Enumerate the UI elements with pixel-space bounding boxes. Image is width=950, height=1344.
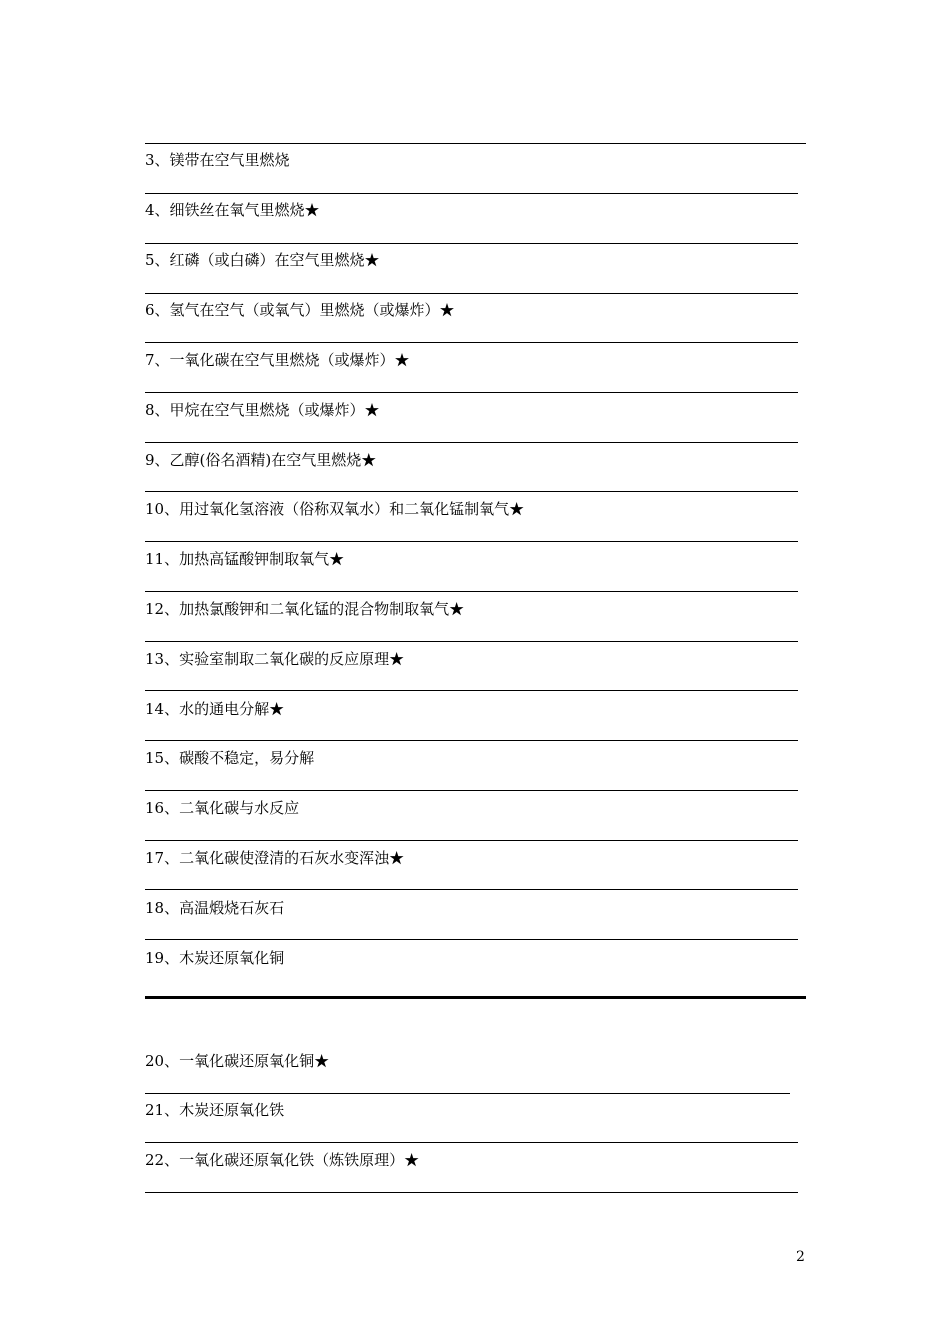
question-item: 22、一氧化碳还原氧化铁（炼铁原理）★	[145, 1151, 420, 1169]
answer-line	[145, 491, 798, 492]
question-item: 6、氢气在空气（或氧气）里燃烧（或爆炸）★	[145, 301, 455, 319]
answer-line	[145, 840, 798, 841]
answer-line	[145, 591, 798, 592]
answer-line	[145, 342, 798, 343]
answer-line	[145, 1093, 790, 1094]
answer-line	[145, 939, 798, 940]
question-item: 20、一氧化碳还原氧化铜★	[145, 1052, 330, 1070]
answer-line	[145, 243, 798, 244]
answer-line	[145, 293, 798, 294]
answer-line	[145, 541, 798, 542]
question-item: 7、一氧化碳在空气里燃烧（或爆炸）★	[145, 351, 410, 369]
answer-line	[145, 790, 798, 791]
answer-line	[145, 1192, 798, 1193]
question-item: 19、木炭还原氧化铜	[145, 949, 285, 967]
question-item: 12、加热氯酸钾和二氧化锰的混合物制取氧气★	[145, 600, 465, 618]
question-item: 9、乙醇(俗名酒精)在空气里燃烧★	[145, 451, 377, 469]
answer-line	[145, 392, 798, 393]
answer-line	[145, 1142, 798, 1143]
question-item: 21、木炭还原氧化铁	[145, 1101, 285, 1119]
question-item: 5、红磷（或白磷）在空气里燃烧★	[145, 251, 380, 269]
question-item: 11、加热高锰酸钾制取氧气★	[145, 550, 345, 568]
question-item: 13、实验室制取二氧化碳的反应原理★	[145, 650, 405, 668]
answer-line	[145, 641, 798, 642]
question-item: 8、甲烷在空气里燃烧（或爆炸）★	[145, 401, 380, 419]
question-item: 10、用过氧化氢溶液（俗称双氧水）和二氧化锰制氧气★	[145, 500, 525, 518]
question-item: 3、镁带在空气里燃烧	[145, 151, 290, 169]
answer-line	[145, 193, 798, 194]
question-item: 16、二氧化碳与水反应	[145, 799, 300, 817]
section-divider	[145, 996, 806, 999]
answer-line	[145, 740, 798, 741]
answer-line	[145, 442, 798, 443]
question-item: 17、二氧化碳使澄清的石灰水变浑浊★	[145, 849, 405, 867]
question-item: 18、高温煅烧石灰石	[145, 899, 285, 917]
question-item: 14、水的通电分解★	[145, 700, 285, 718]
question-item: 15、碳酸不稳定，易分解	[145, 749, 315, 767]
answer-line	[145, 690, 798, 691]
answer-line	[145, 889, 798, 890]
question-item: 4、细铁丝在氧气里燃烧★	[145, 201, 320, 219]
answer-line	[145, 143, 806, 144]
page-number: 2	[796, 1249, 805, 1265]
